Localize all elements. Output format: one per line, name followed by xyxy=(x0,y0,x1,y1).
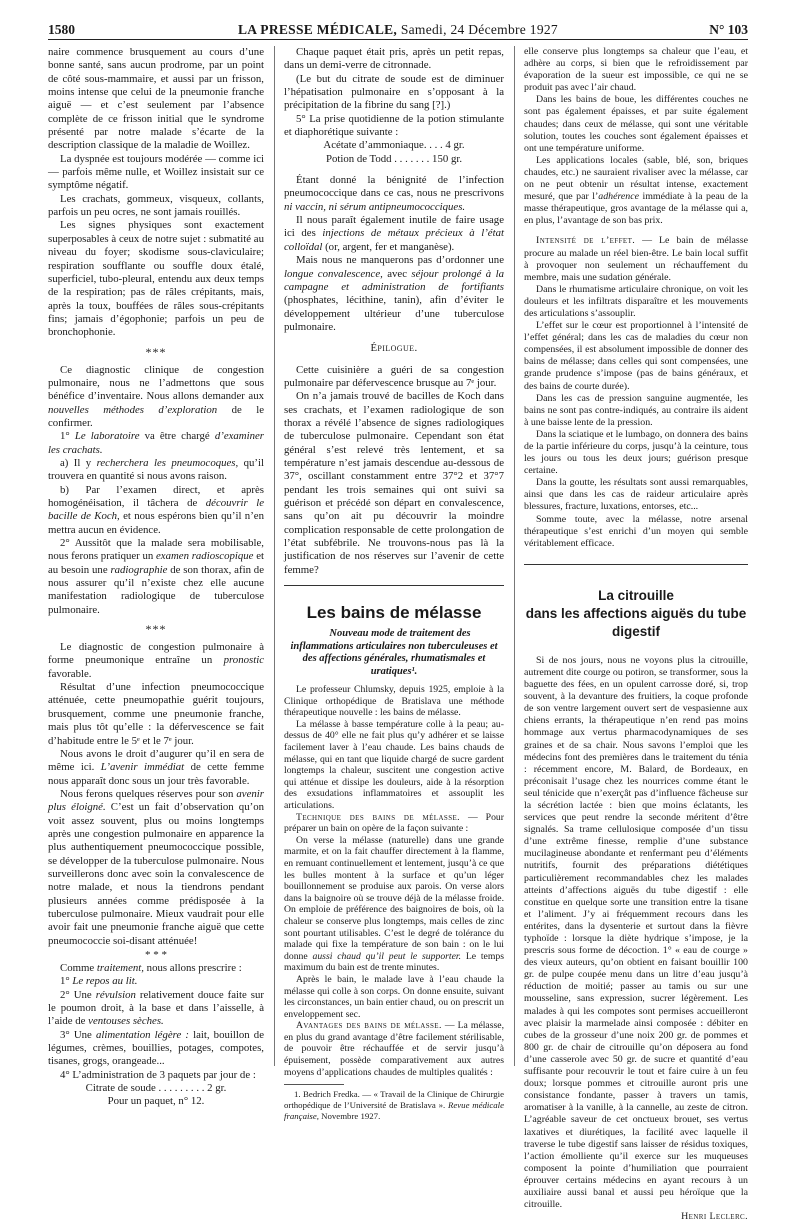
paragraph: Étant donné la bénignité de l’infection pneumococcique dans ce cas, nous ne prescrivons ni vaccin, ni sérum antipneumococciques. xyxy=(284,174,504,213)
paragraph: Avantages des bains de mélasse. — La mélasse, en plus du grand avantage d’être facilement stérilisable, de pouvoir être réchauffée et de servir jusqu’à épuisement, possède comparativement aux autres moyens d’applications chaudes de multiples qualités : xyxy=(284,1020,504,1078)
paragraph: Après le bain, le malade lave à l’eau chaude la mélasse qui colle à son corps. On donne ensuite, suivant les circonstances, un bain entier chaud, ou on prescrit un enveloppement sec. xyxy=(284,973,504,1020)
paragraph: naire commence brusquement au cours d’une bonne santé, sans aucun prodrome, par un point de côté sous-mammaire, et aussi par un frisson, moins intense que celui de la pneumonie franche aiguë — et c’est seulement par l’absence complète de ce frisson initial que le syndrome présenté par notre malade s’écarte de la description classique de la maladie de Woillez. xyxy=(48,46,264,152)
paragraph: Les signes physiques sont exactement superposables à ceux de notre sujet : submatité au niveau du foyer; skodisme sous-claviculaire; respiration soufflante ou souffle doux étalé, superficiel, tubo-pleural, entendu aux deux temps de la respiration; pas de râles crépitants, mais, après la toux, bouffées de râles sous-crépitants fins; jamais d’égophonie; parfois un peu de bronchophonie. xyxy=(48,219,264,339)
column-divider-2 xyxy=(514,46,515,1066)
paragraph: Le professeur Chlumsky, depuis 1925, emploie à la Clinique orthopédique de Bratislava une méthode thérapeutique nouvelle : les bains de mélasse. xyxy=(284,684,504,719)
issue-date: Samedi, 24 Décembre 1927 xyxy=(400,22,558,37)
running-head xyxy=(48,22,748,38)
header-rule xyxy=(48,39,748,40)
paragraph: Somme toute, avec la mélasse, notre arsenal thérapeutique s’est enrichi d’un moyen qui semble véritablement efficace. xyxy=(524,513,748,549)
paragraph: Dans le rhumatisme articulaire chronique, on voit les douleurs et les infiltrats disparaître et les mouvements des articulations s’assouplir. xyxy=(524,283,748,319)
paragraph: La dyspnée est toujours modérée — comme ici — parfois même nulle, et Woillez insistait sur ce symptôme négatif. xyxy=(48,152,264,192)
author-signature: Henri Leclerc. xyxy=(681,1211,748,1223)
section-break-dots: * * * xyxy=(145,949,167,961)
footnote: 1. Bedrich Fredka. — « Travail de la Clinique de Chirurgie orthopédique de l’Université de Bratislava ». Revue médicale française, Novembre 1927. xyxy=(284,1089,505,1122)
paragraph: Le diagnostic de congestion pulmonaire à forme pneumonique entraîne un pronostic favorable. xyxy=(48,641,264,680)
section-heading-epilogue: Épilogue. xyxy=(370,342,418,355)
paragraph: Ce diagnostic clinique de congestion pulmonaire, nous ne l’admettons que sous bénéfice d’inventaire. Nous allons demander aux nouvelles méthodes d’exploration de le confirmer. xyxy=(48,363,264,429)
paragraph: Dans la goutte, les résultats sont aussi remarquables, ainsi que dans les cas de raideur articulaire après blessures, fracture, luxations, entorses, etc... xyxy=(524,477,748,513)
article-subtitle: Nouveau mode de traitement des inflammations articulaires non tuberculeuses et des affections générales, rhumatismales et uratiques¹. xyxy=(290,628,498,677)
paragraph: Résultat d’une infection pneumococcique atténuée, cette pneumopathie guérit toujours, brusquement, comme une pneumonie franche, mais plus tôt qu’elle : la défervescence se fait d’habitude entre le 5ᵉ et le 7ᵉ jour. xyxy=(48,681,264,747)
paragraph: 1° Le laboratoire va être chargé d’examiner les crachats. xyxy=(48,430,264,456)
paragraph: On n’a jamais trouvé de bacilles de Koch dans ses crachats, et l’examen radiologique de son thorax a révélé l’absence de signes radiologiques de tuberculose pulmonaire. Cependant son état général s’est relevé très lentement, et sa température n’est jamais descendue au-dessous de 37°, oscillant constamment entre 37°2 et 37°7 pendant les trois semaines qui ont suivi sa guérison et précédé son départ en convalescence, sans qu’on ait pu découvrir la moindre complication responsable de cette prolongation de l’état subfébrile. Ne trouvons-nous pas là la justification de nos réserves sur l’avenir de cette femme? xyxy=(284,390,504,576)
paragraph: a) Il y recherchera les pneumocoques, qu’il trouvera en quantité si nous avons raison. xyxy=(48,456,265,483)
paragraph: b) Par l’examen direct, et après homogénéisation, il tâchera de découvrir le bacille de Koch, et nous espérons bien qu’il n’en mettra aucun en évidence. xyxy=(48,483,264,536)
article-title: Les bains de mélasse xyxy=(306,603,482,623)
paragraph: (Le but du citrate de soude est de diminuer l’hépatisation pulmonaire en s’opposant à la précipitation de la fibrine du sang [?].) xyxy=(284,72,504,112)
column-2 xyxy=(284,46,505,1122)
list-item: 3° Une alimentation légère : lait, bouillon de légumes, crèmes, bouillies, potages, compotes, tisanes, grogs, orangeade... xyxy=(48,1028,264,1068)
paragraph: Chaque paquet était pris, après un petit repas, dans un demi-verre de citronnade. xyxy=(284,46,504,72)
paragraph: Intensité de l’effet. — Le bain de mélasse procure au malade un réel bien-être. Le bain local suffit à provoquer non seulement un réchauffement du membre, mais une sudation générale. xyxy=(524,235,748,283)
column-3 xyxy=(524,46,749,1223)
paragraph: Nous avons le droit d’augurer qu’il en sera de même ici. L’avenir immédiat de cette femme nous apparaît donc sous un jour très favorable. xyxy=(48,747,264,787)
paragraph: Mais nous ne manquerons pas d’ordonner une longue convalescence, avec séjour prolongé à la campagne et administration de fortifiants (phosphates, lécithine, tanin), afin d’éviter le développement ultérieur d’une tuberculose pulmonaire. xyxy=(284,254,504,333)
paragraph: Il nous paraît également inutile de faire usage ici des injections de métaux précieux à l’état colloïdal (or, argent, fer et manganèse). xyxy=(284,214,504,253)
paragraph: Dans la sciatique et le lumbago, on donnera des bains de la partie inférieure du corps, jusqu’à la ceinture, tous les jours ou tous les deux jours; guérison presque certaine. xyxy=(524,428,748,477)
paragraph: La mélasse à basse température colle à la peau; au-dessus de 40° elle ne fait plus qu’y adhérer et se laisse facilement laver à l’eau chaude. Les bains chauds de mélasse, qui en tant que liquide chargé de sucre gardent longtemps la chaleur, suscitent une congestion active qui atténue et dissipe les douleurs, aide à la résorption des exsudations inflammatoires et assouplit les articulations. xyxy=(284,718,504,811)
page-header xyxy=(48,22,748,38)
article-title-citrouille: La citrouille xyxy=(598,587,674,603)
paragraph: L’effet sur le cœur est proportionnel à l’intensité de l’effet général; dans les cas de maladies du cœur non compensées, il est absolument impossible de donner des bains de mélasse; dans celles qui sont compensées, une grande prudence s’impose (pas de bains généraux, et des bains de courte durée). xyxy=(524,320,748,392)
prescription-line: Acétate d’ammoniaque. . . . 4 gr. xyxy=(323,139,465,152)
section-break-stars: *** xyxy=(145,622,167,637)
article-separator xyxy=(524,564,748,565)
paragraph: 2° Aussitôt que la malade sera mobilisable, nous ferons pratiquer un examen radioscopique et au besoin une radiographie de son thorax, afin de nous assurer qu’il n’existe chez elle aucune manifestation radiologique de tuberculose pulmonaire. xyxy=(48,537,264,616)
prescription-line: Potion de Todd . . . . . . . 150 gr. xyxy=(325,152,463,165)
subsection-heading: Intensité de l’effet. xyxy=(536,235,636,247)
paragraph: Les crachats, gommeux, visqueux, collants, parfois un peu ocres, ne sont jamais rouillés. xyxy=(48,192,264,219)
prescription-note: Pour un paquet, n° 12. xyxy=(107,1095,205,1108)
article-title-citrouille-sub: dans les affections aiguës du tube digestif xyxy=(525,605,747,639)
paragraph: Cette cuisinière a guéri de sa congestion pulmonaire par défervescence brusque au 7ᵉ jour. xyxy=(284,363,504,389)
page-number: 1580 xyxy=(48,22,75,37)
paragraph: Dans les bains de boue, les différentes couches ne sont pas également épaisses, et par suite également chaudes; dans ceux de mélasse, qui sont une véritable solution, toutes les couches sont également épaisses et ont une température uniforme. xyxy=(524,94,748,154)
column-divider-1 xyxy=(274,46,275,1066)
journal-title: LA PRESSE MÉDICALE, xyxy=(238,22,398,37)
article-separator xyxy=(284,585,504,586)
list-item: 2° Une révulsion relativement douce faite sur le poumon droit, à la base et dans l’aisselle, à l’aide de ventouses sèches. xyxy=(48,988,264,1028)
paragraph: 5° La prise quotidienne de la potion stimulante et diaphorétique suivante : xyxy=(284,112,504,139)
paragraph: elle conserve plus longtemps sa chaleur que l’eau, et adhère au corps, si bien que le refroidissement par évaporation de la sueur est impossible, ce qui ne se produit pas avec l’air chaud. xyxy=(524,46,748,94)
paragraph: On verse la mélasse (naturelle) dans une grande marmite, et on la fait chauffer directement à la flamme, en remuant continuellement et lentement, jusqu’à ce que les bulles montent à la surface et qu’un léger bouillonnement se produise aux parois. On verse alors dans la baignoire où se trouve déjà de la mélasse froide. On emploie de préférence des baignoires de bois, où la chaleur se conserve plus longtemps, mais celles de zinc sont pourtant utilisables. C’est le degré de tolérance du malade qui fixe la température de son bain : on le lui donne aussi chaud qu’il peut le supporter. Le temps maximum du bain est de trente minutes. xyxy=(284,834,504,974)
prescription-line: Citrate de soude . . . . . . . . . 2 gr. xyxy=(85,1082,227,1095)
issue-number: N° 103 xyxy=(709,22,748,37)
paragraph: Nous ferons quelques réserves pour son avenir plus éloigné. C’est un fait d’observation qu’on voit assez souvent, plus ou moins longtemps après une congestion pulmonaire en apparence la plus authentiquement pneumococcique possible, se développer de la tuberculose pulmonaire. Nous surveillerons donc avec soin la convalescence de notre malade, et nous la tiendrons pendant plusieurs années comme prédisposée à la tuberculose pulmonaire. Mieux vaudrait pour elle avoir fait une pneumonie franche aiguë que cette pneumococcie soi-disant atténuée! xyxy=(48,787,264,947)
footnote-rule xyxy=(284,1084,344,1085)
paragraph: Dans les cas de pression sanguine augmentée, les bains ne sont pas contre-indiqués, au contraire ils aident à une baisse lente de la pression. xyxy=(524,392,748,428)
subsection-heading: Avantages des bains de mélasse. xyxy=(296,1020,442,1032)
list-item: 1° Le repos au lit. xyxy=(60,975,138,988)
paragraph: Comme traitement, nous allons prescrire : xyxy=(60,962,242,974)
section-break-stars: *** xyxy=(145,344,167,359)
paragraph: Si de nos jours, nous ne voyons plus la citrouille, autrement dite courge ou potiron, se transformer, sous la baguette des fées, en un opulent carrosse doré, si, trop souvent, à la devanture des fruitiers, la coque profonde de son ventre largement ouvert sert de vespasienne aux chiens errants, la thérapeutique n’en rend pas moins hommage aux vertus pharmacodynamiques de ses graines et de sa chair. Nous savons l’emploi que les médecins font des premières dans le traitement du ténia : récemment encore, M. Balard, de Bordeaux, en préconisait l’usage chez les nourrices comme étant le seul ténicide que n’exerçât pas d’influence fâcheuse sur la sécrétion lactée : bien que moins éclatants, les services que peut rendre la seconde méritent d’être signalés. Sa trame cellulosique composée d’un tissu d’une extrême finesse, remplie d’une substance mucilagineuse abondante et renfermant peu d’éléments nutritifs, fournit des préparations diététiques particulièrement recommandables chez les malades atteints d’affections aiguës du tube digestif : elle constitue en quelque sorte une transition entre la tisane et l’aliment. J’y ai fréquemment recours dans les entérites, dans la dysenterie et surtout dans la fièvre typhoïde : lorsque la diète hydrique s’impose, je la prescris sous forme de décoction. 1° « eau de courge » des vieux auteurs, qu’on obtient en faisant bouillir 100 gr. de pulpe coupée menu dans un litre d’eau jusqu’à réduction de moitié; passer au tamis ou sur une mousseline, sans expression, sucrer légèrement. Les malades à qui les compotes sont permises accueilleront avec plaisir la marmelade ainsi composée : débiter en cubes de la grosseur d’une noix 200 gr. de pommes et 800 gr. de chair de citrouille qu’on déposera au fond d’une casserole avec 50 gr. de sucre et quantité d’eau suffisante pour recouvrir le tout et faire cuire à un feu doux; lorsque pommes et citrouille auront pris une consistance fondante, passer à travers un tamis, aromatiser à la vanille, à la cannelle, au zeste de citron. L’agréable saveur de cet onctueux brouet, ses vertus laxatives et diurétiques, la facilité avec laquelle il traverse le tube digestif sans laisser de résidus toxiques, l’action émolliente qu’il exerce sur les muqueuses composent la pointe d’humiliation que pourraient éprouver certains médecins en ayant recours à un auxiliaire aussi banal et aussi peu héroïque que la citrouille. xyxy=(524,654,748,1211)
list-item: 4° L’administration de 3 paquets par jour de : xyxy=(60,1068,256,1081)
paragraph: Technique des bains de mélasse. — Pour préparer un bain on opère de la façon suivante : xyxy=(284,811,504,835)
paragraph: Les applications locales (sable, blé, son, briques chaudes, etc.) ne sauraient rivaliser avec la mélasse, car on ne peut obtenir un résultat intense, exactement mesuré, que par l’adhérence immédiate à la peau de la masse thérapeutique, gros avantage de la mélasse qui a, en plus, l’avantage de son bas prix. xyxy=(524,154,749,227)
column-1 xyxy=(48,46,265,1108)
subsection-heading: Technique des bains de mélasse. xyxy=(296,811,460,823)
